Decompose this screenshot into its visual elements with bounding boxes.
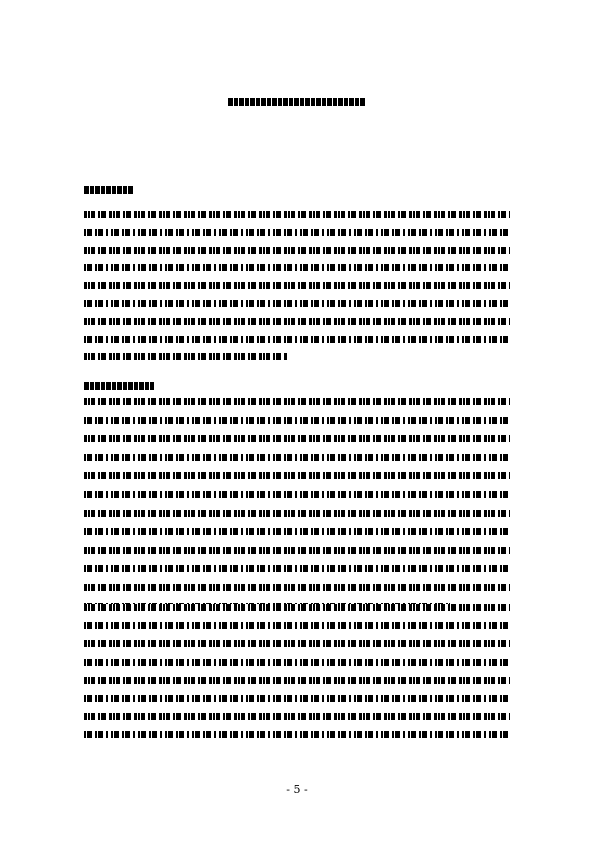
- heading-text-placeholder: [84, 382, 154, 390]
- text-line: [84, 318, 510, 325]
- text-line: [84, 713, 510, 720]
- paragraph-abstract: [84, 211, 510, 371]
- text-line: [84, 584, 510, 591]
- text-line: [84, 353, 510, 360]
- text-line: [84, 247, 510, 254]
- paragraph-section-2: [84, 398, 510, 621]
- text-line: [84, 398, 510, 405]
- page-number: - 5 -: [286, 783, 308, 796]
- heading-text-placeholder: [84, 186, 134, 194]
- document-title: [228, 98, 366, 106]
- text-line: [84, 282, 510, 289]
- text-line: [84, 417, 510, 424]
- text-line: [84, 211, 510, 218]
- text-line: [84, 491, 510, 498]
- text-line: [84, 677, 510, 684]
- text-line: [84, 565, 510, 572]
- text-line: [84, 528, 510, 535]
- text-line: [84, 547, 510, 554]
- text-line: [84, 659, 510, 666]
- text-line: [84, 264, 510, 271]
- text-line: [84, 604, 510, 611]
- text-line: [84, 510, 510, 517]
- section-heading-introduction: [84, 382, 154, 390]
- text-line: [84, 229, 510, 236]
- section-heading-abstract: [84, 186, 134, 194]
- text-line: [84, 731, 510, 738]
- text-line: [84, 622, 510, 629]
- paragraph-section-3: [84, 604, 510, 750]
- text-line: [84, 640, 510, 647]
- text-line: [84, 435, 510, 442]
- text-line: [84, 695, 510, 702]
- title-text-placeholder: [228, 98, 366, 106]
- text-line: [84, 336, 510, 343]
- text-line: [84, 300, 510, 307]
- text-line: [84, 472, 510, 479]
- text-line: [84, 454, 510, 461]
